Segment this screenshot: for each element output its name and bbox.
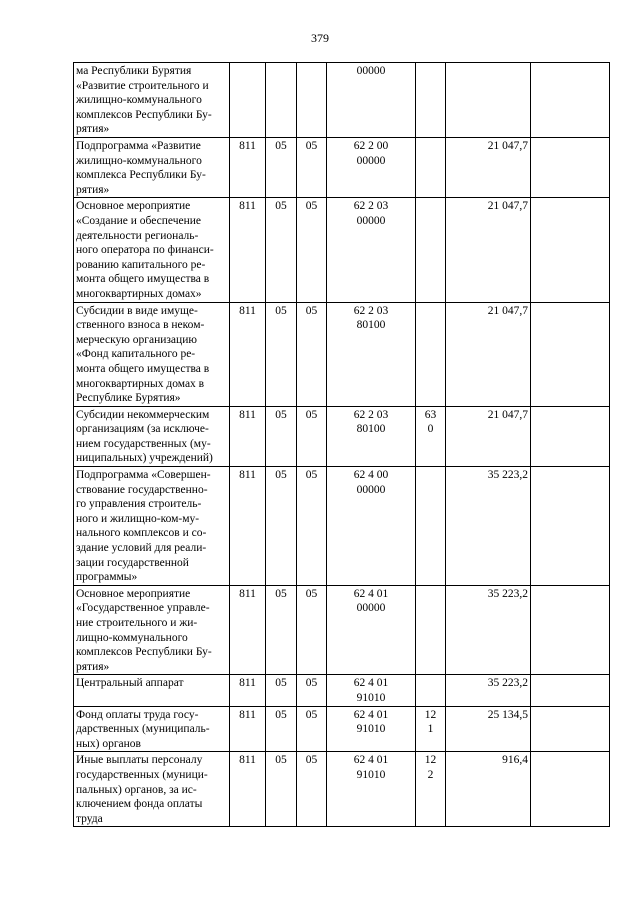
cell-grbs: 811 [230,752,266,827]
budget-table-body [74,63,610,827]
cell-podrazdel: 05 [297,406,327,466]
cell-amount: 21 047,7 [446,406,531,466]
cell-amount: 35 223,2 [446,675,531,706]
cell-target-article: 62 4 01 91010 [327,752,416,827]
cell-target-article: 62 4 01 91010 [327,675,416,706]
cell-expense-type [416,63,446,138]
cell-name: Фонд оплаты труда госу- дарственных (муниципаль- ных) органов [74,706,230,752]
cell-empty [531,302,610,406]
cell-podrazdel: 05 [297,467,327,586]
cell-expense-type [416,467,446,586]
cell-podrazdel: 05 [297,198,327,302]
cell-razdel [266,63,297,138]
cell-razdel: 05 [266,138,297,198]
cell-empty [531,675,610,706]
cell-amount: 21 047,7 [446,198,531,302]
cell-razdel: 05 [266,675,297,706]
cell-target-article: 62 2 03 80100 [327,302,416,406]
table-row [74,675,610,706]
cell-podrazdel: 05 [297,675,327,706]
cell-target-article: 62 4 00 00000 [327,467,416,586]
table-row [74,752,610,827]
cell-name: ма Республики Бурятия «Развитие строительного и жилищно-коммунального комплексов Республики Бу- рятия» [74,63,230,138]
cell-podrazdel: 05 [297,138,327,198]
cell-podrazdel: 05 [297,585,327,675]
cell-expense-type [416,302,446,406]
cell-grbs: 811 [230,467,266,586]
cell-razdel: 05 [266,198,297,302]
cell-empty [531,198,610,302]
cell-target-article: 62 2 03 00000 [327,198,416,302]
cell-name: Основное мероприятие «Создание и обеспечение деятельности региональ- ного оператора по финанси- рованию капитального ре- монта общего имущества в многоквартирных домах» [74,198,230,302]
page-number: 379 [311,31,329,45]
cell-amount: 25 134,5 [446,706,531,752]
cell-podrazdel: 05 [297,706,327,752]
cell-grbs: 811 [230,406,266,466]
table-row [74,406,610,466]
table-row [74,585,610,675]
cell-empty [531,752,610,827]
cell-target-article: 00000 [327,63,416,138]
cell-podrazdel: 05 [297,302,327,406]
table-row [74,706,610,752]
budget-table [73,62,610,827]
cell-expense-type: 12 2 [416,752,446,827]
cell-expense-type [416,585,446,675]
cell-name: Подпрограмма «Совершен- ствование государственно- го управления строитель- ного и жилищно-ком-му- нального комплексов и со- здание условий для реали- зации государственной программы» [74,467,230,586]
cell-grbs: 811 [230,675,266,706]
cell-amount: 21 047,7 [446,302,531,406]
cell-expense-type [416,138,446,198]
cell-name: Подпрограмма «Развитие жилищно-коммунального комплекса Республики Бу- рятия» [74,138,230,198]
cell-target-article: 62 2 03 80100 [327,406,416,466]
cell-razdel: 05 [266,406,297,466]
cell-empty [531,585,610,675]
cell-razdel: 05 [266,302,297,406]
cell-expense-type [416,675,446,706]
cell-podrazdel: 05 [297,752,327,827]
cell-name: Центральный аппарат [74,675,230,706]
cell-expense-type [416,198,446,302]
cell-empty [531,706,610,752]
cell-grbs: 811 [230,302,266,406]
table-row [74,302,610,406]
cell-name: Иные выплаты персоналу государственных (муници- пальных) органов, за ис- ключением фонда оплаты труда [74,752,230,827]
table-row [74,467,610,586]
cell-razdel: 05 [266,467,297,586]
table-row [74,198,610,302]
cell-target-article: 62 4 01 00000 [327,585,416,675]
cell-amount: 35 223,2 [446,467,531,586]
cell-amount: 916,4 [446,752,531,827]
cell-podrazdel [297,63,327,138]
cell-amount: 21 047,7 [446,138,531,198]
table-row [74,63,610,138]
cell-amount: 35 223,2 [446,585,531,675]
cell-amount [446,63,531,138]
cell-name: Субсидии некоммерческим организациям (за исключе- нием государственных (му- ниципальных) учреждений) [74,406,230,466]
cell-expense-type: 12 1 [416,706,446,752]
cell-grbs: 811 [230,706,266,752]
cell-empty [531,406,610,466]
cell-expense-type: 63 0 [416,406,446,466]
cell-empty [531,138,610,198]
cell-grbs: 811 [230,138,266,198]
cell-grbs [230,63,266,138]
cell-target-article: 62 4 01 91010 [327,706,416,752]
cell-grbs: 811 [230,585,266,675]
cell-razdel: 05 [266,706,297,752]
cell-empty [531,467,610,586]
cell-razdel: 05 [266,585,297,675]
cell-name: Субсидии в виде имуще- ственного взноса в неком- мерческую организацию «Фонд капитального ре- монта общего имущества в многоквартирных домах в Республике Бурятия» [74,302,230,406]
cell-grbs: 811 [230,198,266,302]
cell-razdel: 05 [266,752,297,827]
cell-target-article: 62 2 00 00000 [327,138,416,198]
cell-name: Основное мероприятие «Государственное управле- ние строительного и жи- лищно-коммунального комплексов Республики Бу- рятия» [74,585,230,675]
cell-empty [531,63,610,138]
table-row [74,138,610,198]
